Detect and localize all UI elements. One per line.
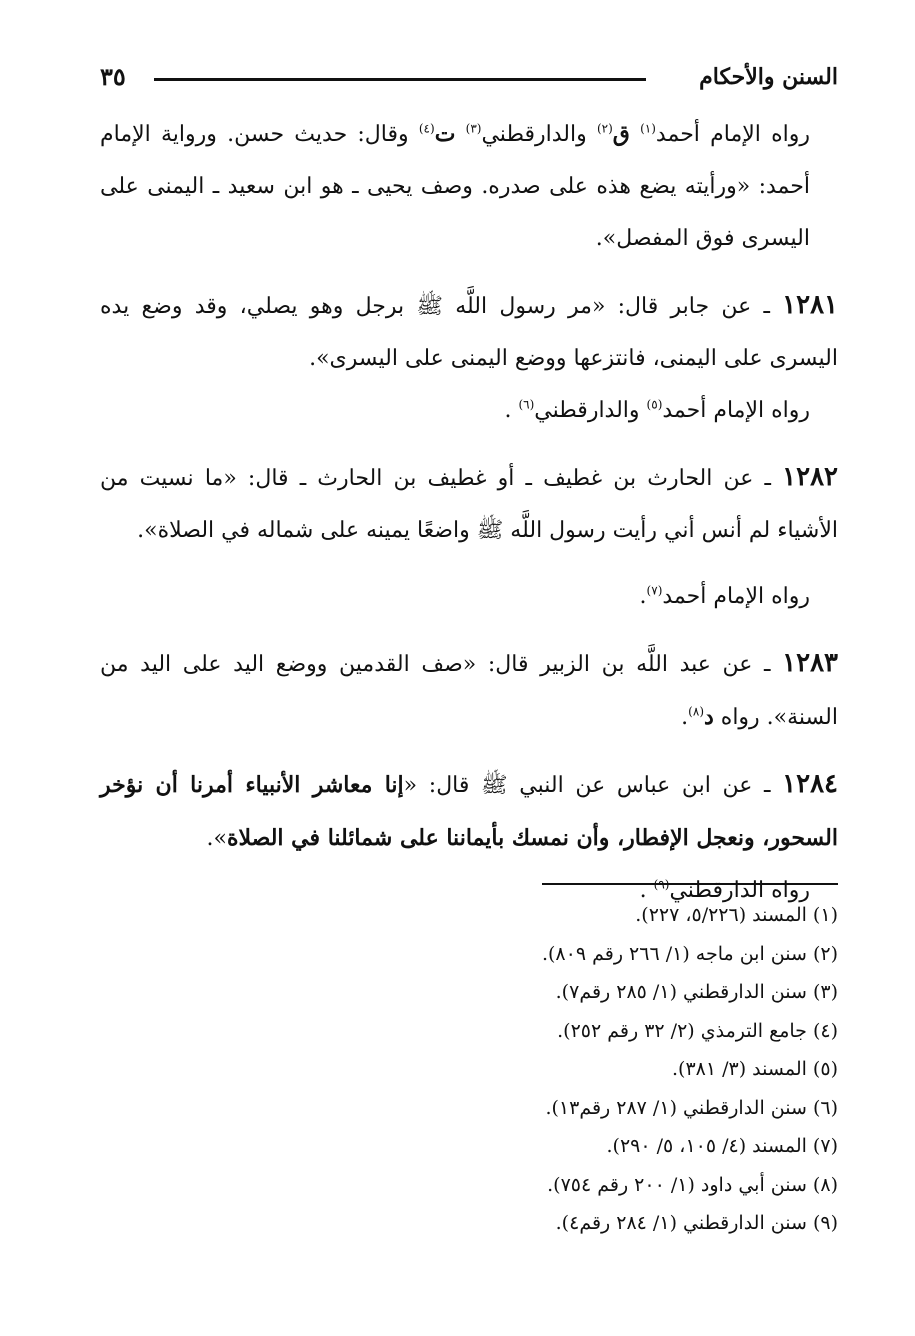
hadith-text: ـ عن الحارث بن غطيف ـ أو غطيف بن الحارث ـ قال: «ما نسيت من الأشياء لم أنس أني رأيت رسول اللَّه ﷺ واضعًا يمينه على شماله في الصلاة». <box>100 466 838 543</box>
header-rule <box>154 78 646 81</box>
page-number: ٣٥ <box>100 62 126 91</box>
footnote: (٤) جامع الترمذي (٢/ ٣٢ رقم ٢٥٢). <box>557 1019 838 1042</box>
hadith-number: ١٢٨٣ <box>782 648 839 678</box>
footnote: (٨) سنن أبي داود (١/ ٢٠٠ رقم ٧٥٤). <box>547 1173 838 1196</box>
running-header <box>100 56 838 96</box>
hadith-quote: إنا معاشر الأنبياء أمرنا أن نؤخر السحور، ونعجل الإفطار، وأن نمسك بأيماننا على شمائلنا في الصلاة <box>100 772 838 851</box>
footnote: (٢) سنن ابن ماجه (١/ ٢٦٦ رقم ٨٠٩). <box>541 942 838 965</box>
chapter-title: السنن والأحكام <box>699 64 838 90</box>
hadith-1282-narration: رواه الإمام أحمد$^{(٧)}$. <box>639 583 810 609</box>
footnote: (١) المسند (٥/٢٢٦، ٢٢٧). <box>635 904 838 926</box>
footnotes <box>338 896 838 1243</box>
footnote: (٣) سنن الدارقطني (١/ ٢٨٥ رقم٧). <box>555 981 838 1003</box>
hadith-number: ١٢٨١ <box>782 290 838 320</box>
hadith-text: ـ عن جابر قال: «مر رسول اللَّه ﷺ برجل وهو يصلي، وقد وضع يده اليسرى على اليمنى، فانتزعها ووضع اليمنى على اليسرى». <box>100 294 838 371</box>
footnote: (٥) المسند (٣/ ٣٨١). <box>671 1058 838 1080</box>
hadith-1283 <box>100 637 838 744</box>
hadith-number: ١٢٨٤ <box>782 769 838 799</box>
paragraph-narration-1: رواه الإمام أحمد$^{(١)}$ ق$^{(٢)}$ والدارقطني$^{(٣)}$ ت$^{(٤)}$ وقال: حديث حسن. ورواية الإمام أحمد: «ورأيته يضع هذه على صدره. وصف يحيى ـ هو ابن سعيد ـ اليمنى على اليسرى فوق المفصل». <box>100 121 810 251</box>
hadith-1284 <box>100 758 838 865</box>
footnote: (٧) المسند (٤/ ١٠٥، ٥/ ٢٩٠). <box>606 1135 838 1157</box>
hadith-1281 <box>100 279 838 385</box>
hadith-1281-narration: رواه الإمام أحمد$^{(٥)}$ والدارقطني$^{(٦)}$ . <box>504 397 810 423</box>
hadith-intro: ـ عن ابن عباس عن النبي ﷺ قال: « <box>403 773 771 798</box>
footnote: (٦) سنن الدارقطني (١/ ٢٨٧ رقم١٣). <box>545 1096 838 1119</box>
hadith-text: ـ عن عبد اللَّه بن الزبير قال: «صف القدمين ووضع اليد على اليد من السنة». رواه د$^{(٨)}$. <box>100 652 838 730</box>
hadith-1282 <box>100 451 838 557</box>
hadith-number: ١٢٨٢ <box>782 462 838 492</box>
main-text <box>100 108 838 917</box>
footnote: (٩) سنن الدارقطني (١/ ٢٨٤ رقم٤). <box>555 1212 838 1234</box>
footnote-separator <box>542 883 838 885</box>
hadith-quote-close: ». <box>206 826 227 851</box>
hadith-1284-narration: رواه الدارقطني$^{(٩)}$ . <box>639 877 810 903</box>
